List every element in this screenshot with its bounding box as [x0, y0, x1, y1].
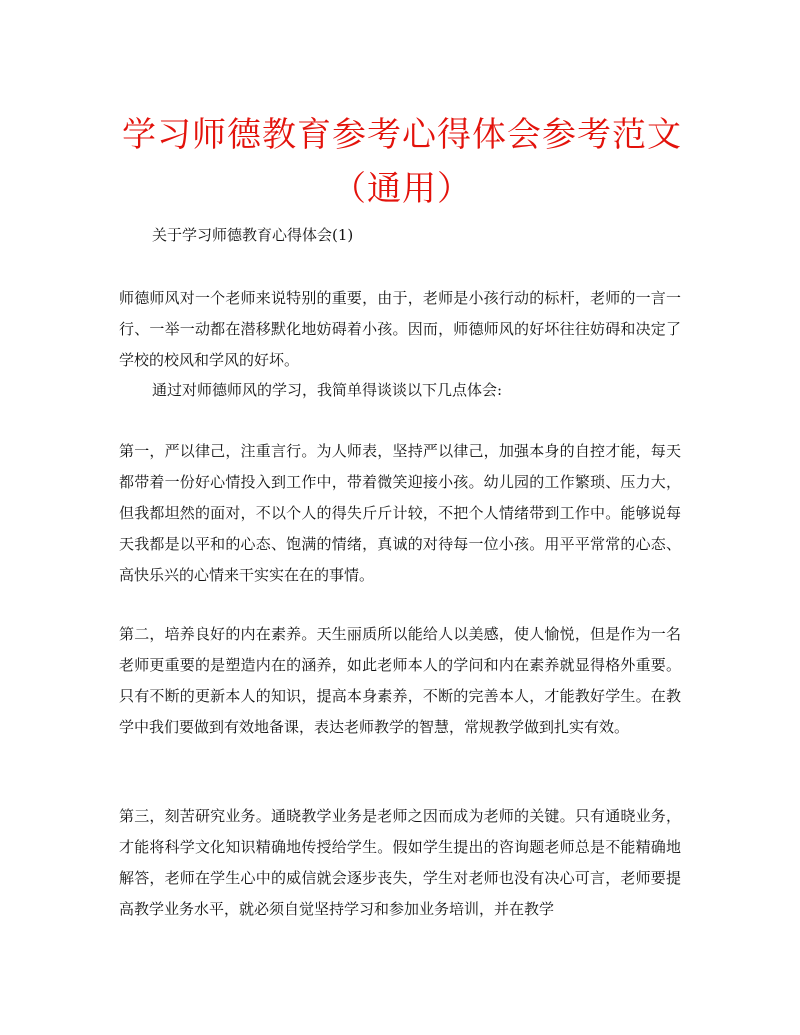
paragraph-intro: 师德师风对一个老师来说特别的重要，由于，老师是小孩行动的标杆，老师的一言一行、一举一动都在潜移默化地妨碍着小孩。因而，师德师风的好坏往往妨碍和决定了学校的校风和学风的好坏。	[119, 289, 681, 369]
section-subtitle: 关于学习师德教育心得体会(1)	[152, 226, 354, 244]
document-title: 学习师德教育参考心得体会参考范文（通用）	[122, 115, 682, 209]
paragraph-point-two: 第二，培养良好的内在素养。天生丽质所以能给人以美感，使人愉悦，但是作为一名老师更重要的是塑造内在的涵养，如此老师本人的学问和内在素养就显得格外重要。只有不断的更新本人的知识，提高本身素养，不断的完善本人，才能教好学生。在教学中我们要做到有效地备课，表达老师教学的智慧，常规教学做到扎实有效。	[119, 625, 681, 736]
paragraph-transition: 通过对师德师风的学习，我简单得谈谈以下几点体会:	[152, 381, 503, 399]
paragraph-point-one: 第一，严以律己，注重言行。为人师表，坚持严以律己，加强本身的自控才能，每天都带着一份好心情投入到工作中，带着微笑迎接小孩。幼儿园的工作繁琐、压力大，但我都坦然的面对，不以个人的得失斤斤计较，不把个人情绪带到工作中。能够说每天我都是以平和的心态、饱满的情绪，真诚的对待每一位小孩。用平平常常的心态、高快乐兴的心情来干实实在在的事情。	[119, 442, 681, 584]
paragraph-point-three: 第三，刻苦研究业务。通晓教学业务是老师之因而成为老师的关键。只有通晓业务，才能将科学文化知识精确地传授给学生。假如学生提出的咨询题老师总是不能精确地解答，老师在学生心中的威信就会逐步丧失，学生对老师也没有决心可言，老师要提高教学业务水平，就必须自觉坚持学习和参加业务培训，并在教学	[119, 807, 681, 918]
